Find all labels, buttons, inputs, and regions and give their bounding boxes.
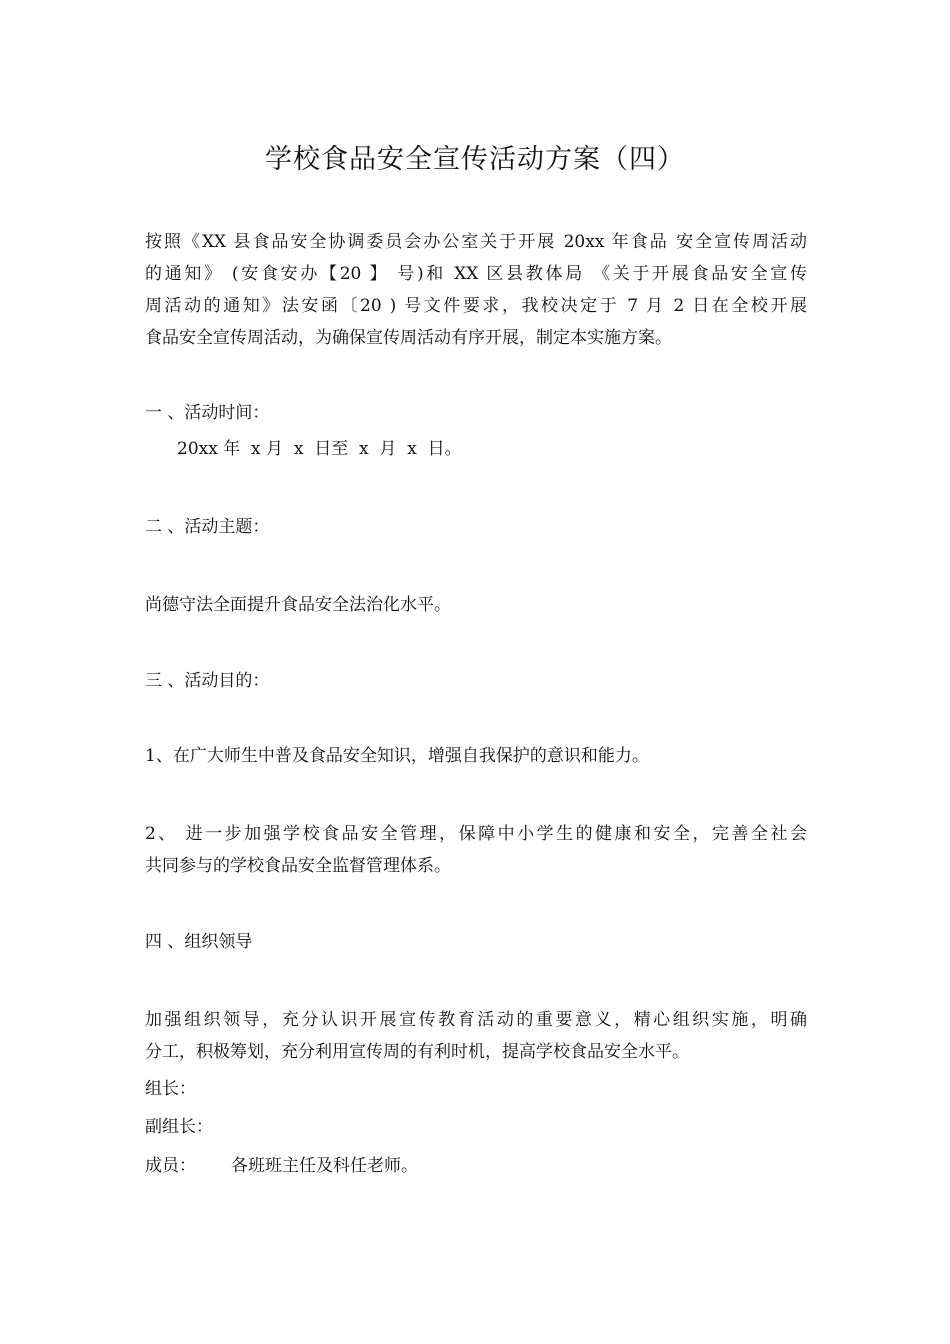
section4-line: 分工，积极筹划，充分利用宣传周的有利时机，提高学校食品安全水平。: [145, 1042, 689, 1062]
item2-line: 2、 进一步加强学校食品安全管理，保障中小学生的健康和安全，完善全社会: [145, 824, 807, 844]
intro-line: 的通知》 (安食安办【20 】 号)和 XX 区县教体局 《关于开展食品安全宣传: [145, 264, 807, 284]
intro-line: 按照《XX 县食品安全协调委员会办公室关于开展 20xx 年食品 安全宣传周活动: [145, 232, 807, 252]
deputy-label: 副组长：: [145, 1117, 213, 1137]
section1-heading: 一 、活动时间：: [145, 403, 270, 423]
section3-heading: 三 、活动目的：: [145, 671, 270, 691]
intro-line: 周活动的通知》法安函〔20 ) 号文件要求，我校决定于 7 月 2 日在全校开展: [145, 296, 807, 316]
section4-heading: 四 、组织领导: [145, 932, 253, 952]
members-value: 各班班主任及科任老师。: [231, 1156, 418, 1176]
section3-item1: 1、在广大师生中普及食品安全知识，增强自我保护的意识和能力。: [145, 746, 649, 766]
intro-paragraph: [145, 226, 807, 354]
section4-line: 加强组织领导，充分认识开展宣传教育活动的重要意义，精心组织实施，明确: [145, 1010, 807, 1030]
leader-label: 组长：: [145, 1079, 196, 1099]
section4-paragraph: [145, 1004, 807, 1068]
members-label: 成员：: [145, 1156, 196, 1176]
section3-item2: [145, 818, 807, 882]
section2-content: 尚德守法全面提升食品安全法治化水平。: [145, 595, 451, 615]
document-title: 学校食品安全宣传活动方案（四）: [265, 144, 685, 175]
intro-line: 食品安全宣传周活动，为确保宣传周活动有序开展，制定本实施方案。: [145, 328, 672, 348]
section1-content: 20xx 年 x 月 x 日至 x 月 x 日。: [177, 439, 462, 459]
item2-line: 共同参与的学校食品安全监督管理体系。: [145, 856, 451, 876]
section2-heading: 二 、活动主题：: [145, 517, 270, 537]
